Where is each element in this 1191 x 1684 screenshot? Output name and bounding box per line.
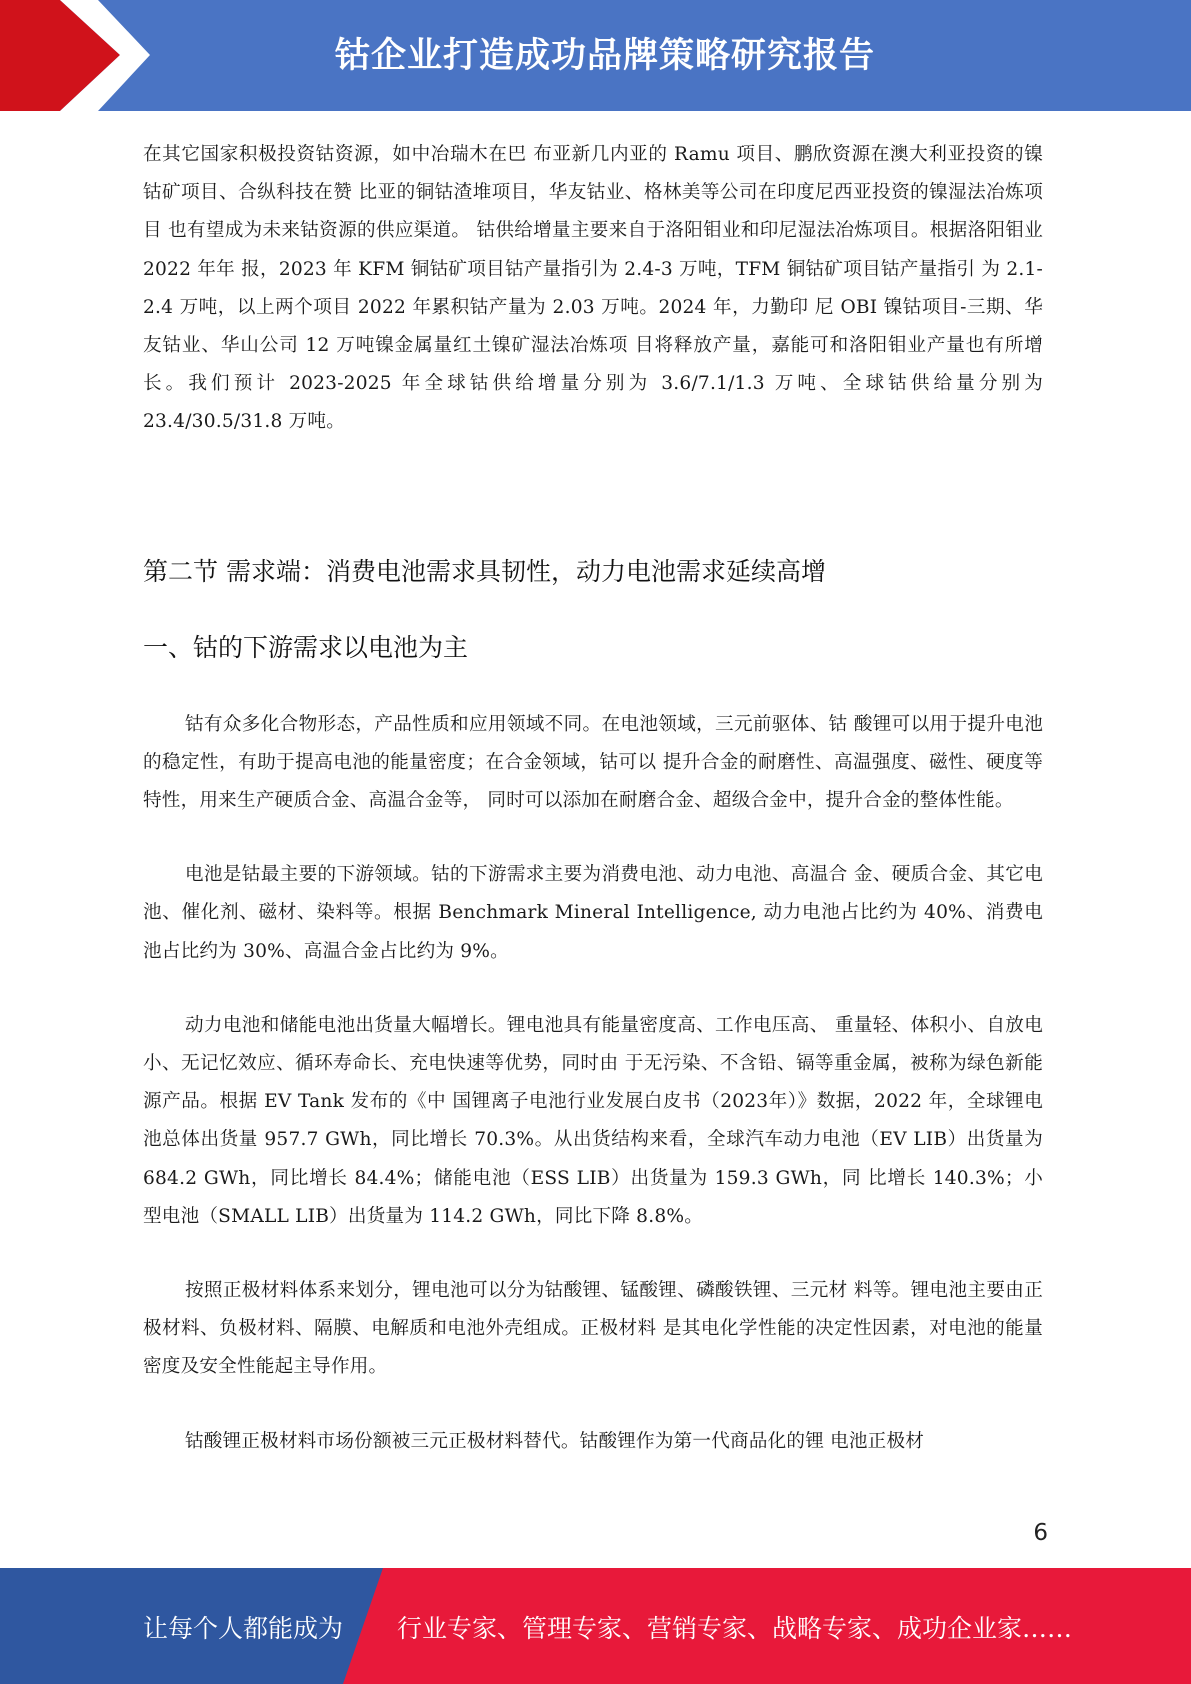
report-title: 钴企业打造成功品牌策略研究报告 [335,36,876,76]
footer-slogan-right: 行业专家、管理专家、营销专家、战略专家、成功企业家…… [397,1614,1073,1643]
body-paragraph: 电池是钴最主要的下游领域。钴的下游需求主要为消费电池、动力电池、高温合 金、硬质合金、其它电池、催化剂、磁材、染料等。根据 Benchmark Mineral Intelligence, 动力电池占比约为 40%、消费电池占比约为 30%、高温合金占比约为 9%。 [143,864,1043,962]
footer-slogan-left: 让每个人都能成为 [143,1614,344,1643]
subsection-heading: 一、钴的下游需求以电池为主 [143,632,469,662]
page-content [143,136,1043,1461]
body-paragraph: 动力电池和储能电池出货量大幅增长。锂电池具有能量密度高、工作电压高、 重量轻、体积小、自放电小、无记忆效应、循环寿命长、充电快速等优势，同时由 于无污染、不含铅、镉等重金属，被称为绿色新能源产品。根据 EV Tank 发布的《中 国锂离子电池行业发展白皮书（2023年）》数据，2022 年，全球锂电池总体出货量 957.7 GWh，同比增长 70.3%。从出货结构来看，全球汽车动力电池（EV LIB）出货量为 684.2 GWh，同比增长 84.4%；储能电池（ESS LIB）出货量为 159.3 GWh，同 比增长 140.3%；小型电池（SMALL LIB）出货量为 114.2 GWh，同比下降 8.8%。 [143,1014,1043,1227]
section-heading: 第二节 需求端：消费电池需求具韧性，动力电池需求延续高增 [143,556,826,586]
page-header [0,0,1191,111]
page-footer [0,1568,1191,1684]
body-paragraph: 按照正极材料体系来划分，锂电池可以分为钴酸锂、锰酸锂、磷酸铁锂、三元材 料等。锂电池主要由正极材料、负极材料、隔膜、电解质和电池外壳组成。正极材料 是其电化学性能的决定性因素，对电池的能量密度及安全性能起主导作用。 [143,1280,1043,1378]
page-number: 6 [1033,1520,1048,1546]
body-paragraph: 钴有众多化合物形态，产品性质和应用领域不同。在电池领域，三元前驱体、钴 酸锂可以用于提升电池的稳定性，有助于提高电池的能量密度；在合金领域，钴可以 提升合金的耐磨性、高温强度、磁性、硬度等特性，用来生产硬质合金、高温合金等， 同时可以添加在耐磨合金、超级合金中，提升合金的整体性能。 [143,713,1043,812]
intro-paragraph: 在其它国家积极投资钴资源，如中冶瑞木在巴 布亚新几内亚的 Ramu 项目、鹏欣资源在澳大利亚投资的镍钴矿项目、合纵科技在赞 比亚的铜钴渣堆项目，华友钴业、格林美等公司在印度尼西亚投资的镍湿法冶炼项目 也有望成为未来钴资源的供应渠道。 钴供给增量主要来自于洛阳钼业和印尼湿法冶炼项目。根据洛阳钼业 2022 年年 报，2023 年 KFM 铜钴矿项目钴产量指引为 2.4-3 万吨，TFM 铜钴矿项目钴产量指引 为 2.1-2.4 万吨，以上两个项目 2022 年累积钴产量为 2.03 万吨。2024 年，力勤印 尼 OBI 镍钴项目-三期、华友钴业、华山公司 12 万吨镍金属量红土镍矿湿法冶炼项 目将释放产量，嘉能可和洛阳钼业产量也有所增长。我们预计 2023-2025 年全球钴供给增量分别为 3.6/7.1/1.3 万吨、全球钴供给量分别为 23.4/30.5/31.8 万吨。 [143,144,1043,433]
body-paragraph: 钴酸锂正极材料市场份额被三元正极材料替代。钴酸锂作为第一代商品化的锂 电池正极材 [185,1430,925,1452]
